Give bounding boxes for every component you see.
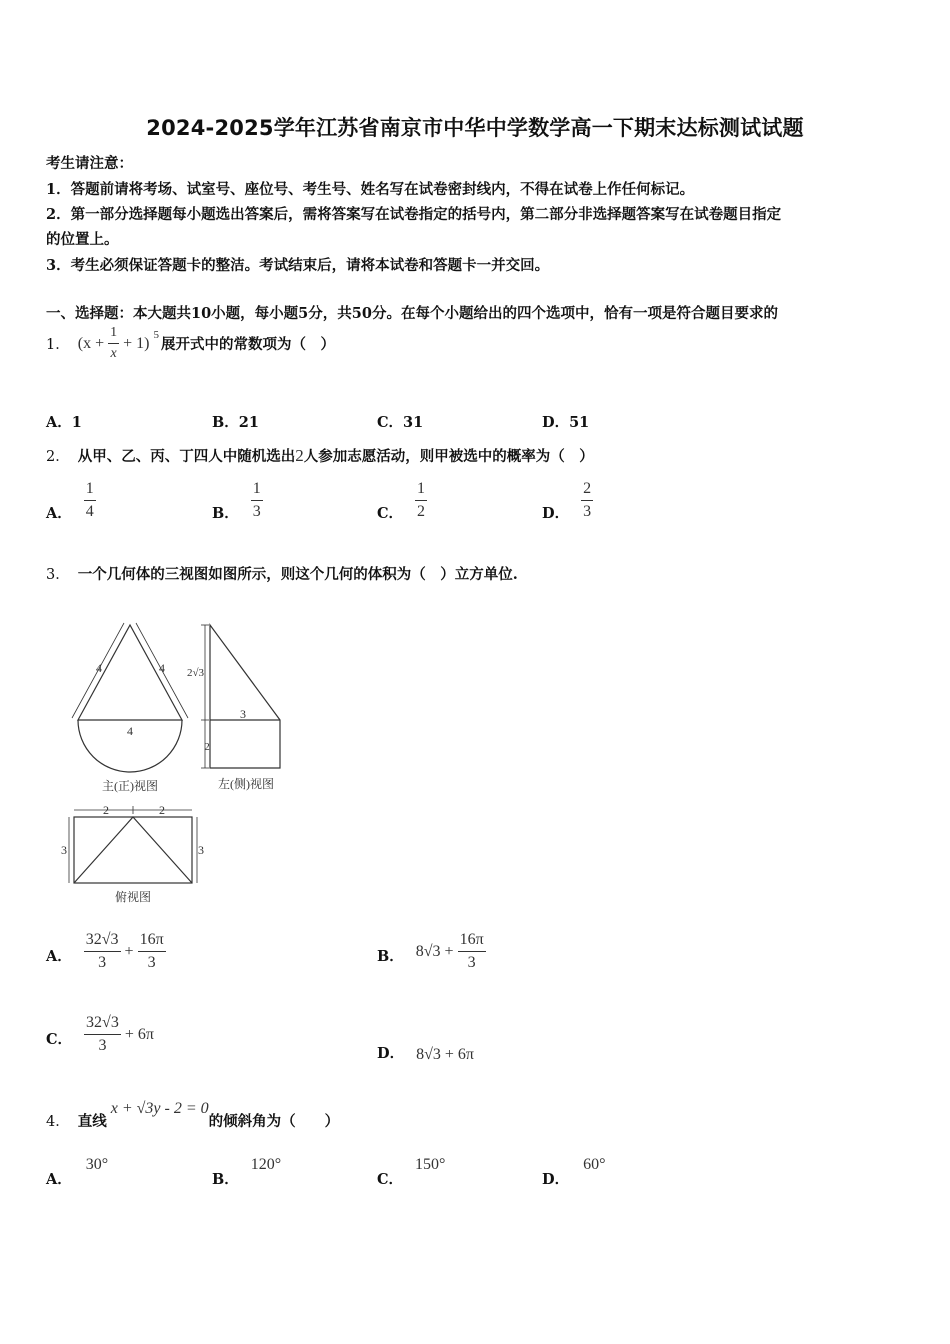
- q3-option-a[interactable]: A． $\frac{32√3}{3}$ + $\frac{16\pi}{3}$: [46, 931, 164, 971]
- q4-option-c[interactable]: C． 150°: [377, 1156, 446, 1188]
- q2-option-a[interactable]: A． $\frac{1}{4}$: [46, 480, 94, 522]
- q3-option-c[interactable]: C． $\frac{32√3}{3}$ + 6π: [46, 1014, 154, 1054]
- label-top-w2: 2: [159, 803, 165, 817]
- notice-item-1: 1．答题前请将考场、试室号、座位号、考生号、姓名写在试卷密封线内，不得在试卷上作任何标记。: [46, 181, 695, 198]
- label-side-height: 2√3: [187, 667, 205, 679]
- q1-expression: (x + $\frac{1}{x}$ + 1) 5: [77, 325, 159, 361]
- q3-option-b[interactable]: B． 8√3 + $\frac{16\pi}{3}$: [377, 931, 484, 971]
- top-caption: 俯视图: [114, 890, 152, 904]
- question-2: 2． 从甲、乙、丙、丁四人中随机选出2人参加志愿活动，则甲被选中的概率为（ ）: [46, 446, 594, 465]
- section-heading: 一、选择题：本大题共10小题，每小题5分，共50分。在每个小题给出的四个选项中，恰有一项是符合题目要求的: [46, 305, 778, 322]
- question-4: 4． 直线 x + √3y - 2 = 0 的倾斜角为（ ）: [46, 1100, 340, 1130]
- front-triangle: [78, 625, 182, 720]
- front-caption: 主(正)视图: [102, 779, 158, 793]
- label-side-width: 3: [240, 707, 246, 721]
- q4-option-d[interactable]: D． 60°: [542, 1156, 606, 1188]
- question-1: [46, 326, 335, 361]
- notice-item-3: 3．考生必须保证答题卡的整洁。考试结束后，请将本试卷和答题卡一并交回。: [46, 257, 550, 274]
- q1-option-b[interactable]: B．21: [212, 414, 259, 431]
- label-edge-right: 4: [159, 661, 165, 675]
- q1-text: 展开式中的常数项为（ ）: [160, 336, 335, 353]
- q2-option-d[interactable]: D． $\frac{2}{3}$: [542, 480, 592, 522]
- top-rect: [74, 817, 192, 883]
- label-top-h-right: 3: [198, 843, 204, 857]
- label-top-w1: 2: [103, 803, 109, 817]
- top-triangle: [74, 817, 192, 883]
- page-title: 2024-2025学年江苏省南京市中华中学数学高一下期末达标测试试题: [146, 116, 804, 140]
- side-caption: 左(侧)视图: [218, 777, 274, 791]
- label-top-h-left: 3: [61, 843, 67, 857]
- q4-option-b[interactable]: B． 120°: [212, 1156, 282, 1188]
- q1-option-a[interactable]: A．1: [46, 414, 82, 431]
- label-side-lower: 2: [204, 741, 210, 753]
- q1-option-d[interactable]: D．51: [542, 414, 590, 431]
- question-number: 1．: [46, 337, 70, 353]
- notice-heading: 考生请注意：: [46, 155, 133, 172]
- label-edge-left: 4: [96, 661, 102, 675]
- notice-item-2-cont: 的位置上。: [46, 231, 119, 248]
- label-base: 4: [127, 724, 133, 738]
- q1-option-c[interactable]: C．31: [377, 414, 424, 431]
- notice-item-2: 2．第一部分选择题每小题选出答案后，需将答案写在试卷指定的括号内，第二部分非选择题答案写在试卷题目指定: [46, 206, 782, 223]
- question-3: 3． 一个几何体的三视图如图所示，则这个几何的体积为（ ）立方单位.: [46, 566, 518, 583]
- three-view-figure: [60, 610, 310, 910]
- q2-option-c[interactable]: C． $\frac{1}{2}$: [377, 480, 426, 522]
- q3-option-d[interactable]: D． 8√3 + 6π: [377, 1044, 474, 1063]
- side-outline: [210, 625, 280, 768]
- q4-option-a[interactable]: A． 30°: [46, 1156, 109, 1188]
- q2-option-b[interactable]: B． $\frac{1}{3}$: [212, 480, 261, 522]
